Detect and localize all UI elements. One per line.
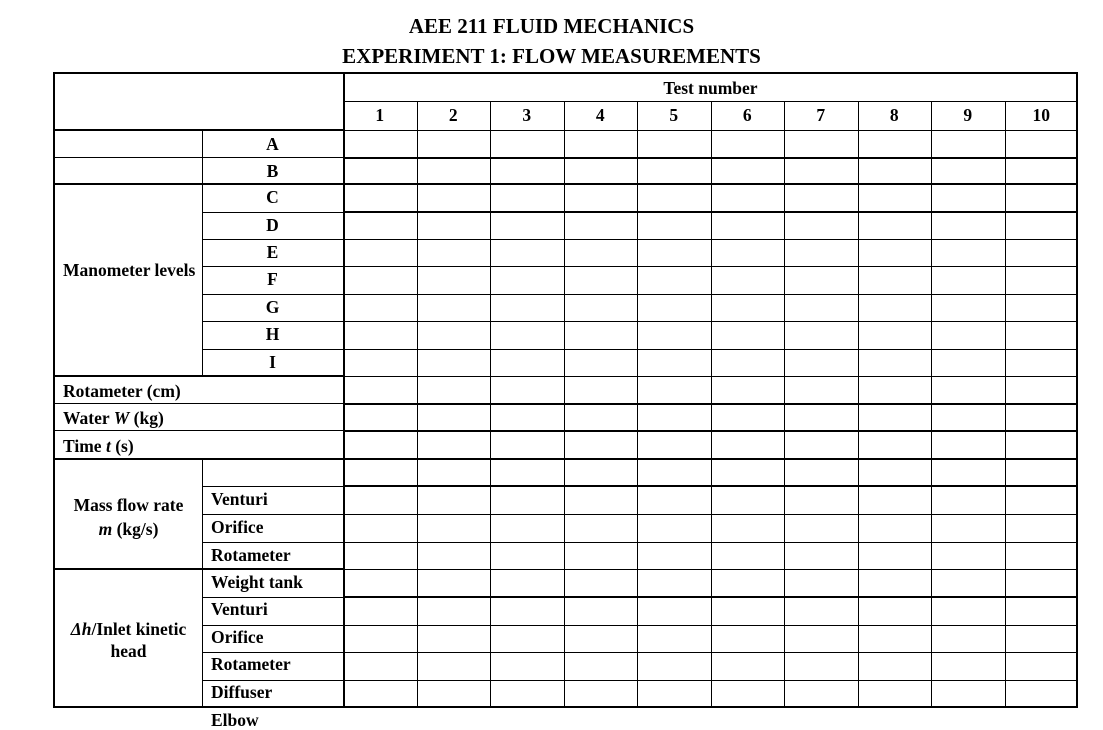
row-divider [343,211,1078,213]
delta-h-row-divider [202,625,343,626]
delta-h-symbol: Δh [70,619,92,639]
mass-flow-row-divider [202,486,343,487]
title-experiment: EXPERIMENT 1: FLOW MEASUREMENTS [342,44,761,68]
delta-h-row-divider [202,597,343,598]
row-divider [343,514,1078,515]
row-label-b: B [266,161,279,181]
row-divider-rotameter [53,403,343,404]
table-border-top [53,72,1078,74]
manometer-row-divider [202,321,343,322]
row-divider [343,294,1078,295]
row-divider [343,183,1078,185]
row-divider-a-b [53,157,343,158]
test-number-2: 2 [448,105,458,125]
title-course: AEE 211 FLUID MECHANICS [408,14,695,38]
mass-flow-rate-label [55,493,202,541]
row-divider [343,625,1078,626]
row-divider [343,680,1078,681]
time-label-text: Time [63,436,106,456]
row-divider [343,430,1078,432]
delta-h-row-divider [202,652,343,653]
manometer-row-f: F [267,269,278,289]
mass-flow-row-divider [202,514,343,515]
row-divider [343,321,1078,322]
manometer-row-e: E [266,242,279,262]
table-border-left [53,72,55,708]
mass-flow-variable: m [98,519,113,539]
manometer-row-h: H [265,324,280,344]
manometer-levels-label: Manometer levels [63,260,196,280]
mass-flow-row-orifice: Orifice [211,517,264,537]
test-number-10: 10 [1032,105,1050,125]
label-column-divider [343,72,345,708]
test-number-4: 4 [595,105,605,125]
table-border-right [1076,72,1078,708]
row-divider [343,596,1078,598]
manometer-row-c: C [266,187,279,207]
row-divider [343,130,1078,131]
row-label-a: A [266,134,279,154]
test-number-5: 5 [669,105,679,125]
delta-h-row-elbow: Elbow [211,710,259,730]
delta-h-label-line2: head [110,641,147,661]
mass-flow-label-line1: Mass flow rate [73,495,184,515]
time-variable: t [105,436,111,456]
manometer-row-divider [202,294,343,295]
row-divider [343,569,1078,570]
test-number-header: Test number [663,78,758,98]
mass-flow-row-divider [202,542,343,543]
water-label-text: Water [63,408,114,428]
test-number-7: 7 [816,105,826,125]
delta-h-inlet-kinetic-head-label [55,618,202,662]
row-divider-time [53,458,343,460]
rotameter-cm-label: Rotameter (cm) [63,381,181,401]
row-divider-b-c [53,183,343,185]
manometer-row-divider [202,266,343,267]
delta-h-row-venturi: Venturi [211,599,268,619]
table-border-bottom [53,706,1078,708]
manometer-row-divider [202,239,343,240]
mass-flow-row-weight-tank: Weight tank [211,572,303,592]
delta-h-row-diffuser: Diffuser [211,682,273,702]
test-number-9: 9 [963,105,973,125]
row-divider-mass-flow-end [53,568,343,570]
row-divider [343,239,1078,240]
manometer-row-divider [202,212,343,213]
row-divider [343,458,1078,460]
test-number-3: 3 [522,105,532,125]
sublabel-divider-lower [202,459,203,708]
time-label [63,436,134,456]
mass-flow-row-venturi: Venturi [211,489,268,509]
row-divider [343,542,1078,543]
water-weight-label [63,408,164,428]
mass-flow-unit: (kg/s) [112,519,159,539]
delta-h-row-orifice: Orifice [211,627,264,647]
row-divider [343,157,1078,159]
manometer-row-d: D [266,215,279,235]
row-divider [343,266,1078,267]
water-unit: (kg) [129,408,164,428]
mass-flow-row-rotameter: Rotameter [211,545,291,565]
flow-measurement-table [53,72,1078,730]
row-divider-water [53,430,343,431]
row-divider [343,403,1078,405]
row-divider [343,376,1078,377]
delta-h-label-text: /Inlet kinetic [91,619,187,639]
row-divider-manometer-end [53,375,343,377]
row-divider [343,652,1078,653]
test-number-8: 8 [889,105,899,125]
manometer-row-i: I [269,352,276,372]
water-variable: W [113,408,130,428]
manometer-row-g: G [265,297,280,317]
manometer-row-divider [202,349,343,350]
test-number-1: 1 [375,105,385,125]
header-bottom-border [53,129,343,131]
time-unit: (s) [110,436,134,456]
delta-h-row-rotameter: Rotameter [211,654,291,674]
row-divider [343,349,1078,350]
delta-h-row-divider [202,680,343,681]
test-number-6: 6 [742,105,752,125]
row-divider [343,485,1078,487]
